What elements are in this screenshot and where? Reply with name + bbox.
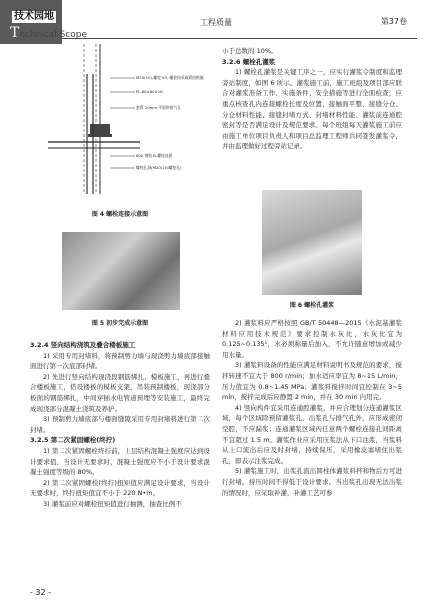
fig4-label-4: 600 钢筋 B-螺栓连接	[136, 153, 173, 158]
paragraph: 2) 灌浆料应严格按照 GB/T 50448—2015《水泥基灌浆材料应用技术规范》要求控制水灰比，水灰比宜为 0.125~0.135¹，水必须称量后加入，不允许随意增加或减少用水量。	[222, 319, 402, 359]
paragraph: 3) 灌浆料设备的性能应满足材料说明书及规范的要求，搅拌转速不宜大于 800 r/min；加水适应率宜为 8~15 L/min，压力值宜为 0.8~1.45 MPa；灌浆料搅拌时间宜控制在 3~5 min，搅拌完成后应静置 2 min，并在 30 min 内用完。	[222, 361, 402, 402]
paragraph: 小于总数的 10%。	[222, 47, 278, 55]
paragraph: 1) 螺栓孔灌浆是关键工序之一，应实行灌浆令制度和监理旁站制度，如图 6 所示。灌浆施工前，施工班组及项目部应联合对灌浆准备工作、实施条件、安全措施等进行全面检查，应重点核查孔内连接螺栓长度及位置、接触面平整、接缝分仓、分仓材料性能、接缝封堵方式、封堵材料性能、灌浆前连通腔密封等是否满足设计及规范要求。每个班组每天灌浆施工前应由施工单位项目负责人和项目总监理工程师共同签发灌浆令，并由监理做好过程旁站记录。	[222, 68, 402, 151]
section-3-2-5-heading: 3.2.5 第二次紧固螺栓(终拧)	[30, 436, 116, 445]
paragraph: 3) 灌浆前应对螺栓扭矩值进行抽测，抽查比例不	[43, 499, 182, 508]
paragraph: 1) 采用专用封堵料，将预制剪力墙与现浇剪力墙底部接触面进行第一次底部封堵。	[30, 351, 210, 371]
section-3-2-6-heading: 3.2.6 螺栓孔灌浆	[222, 57, 276, 66]
right-column-bottom-text	[222, 318, 402, 498]
fig4-label-5: 螺栓孔洞(M20(10)螺栓孔)	[136, 165, 182, 170]
figure-5-caption: 图 5 初步完成示意图	[91, 320, 149, 327]
paragraph: 2) 第二次紧固螺栓(终拧)扭矩值应满足设计要求，当设计无要求时，终拧扭矩值宜不小于 220 N•m。	[30, 478, 210, 498]
section-subtitle: Technical Scope	[10, 25, 87, 41]
page-number: - 32 -	[30, 588, 52, 597]
header-rule	[62, 38, 417, 39]
section-title: 技术园地	[14, 11, 54, 22]
volume-number: 第37卷	[380, 17, 407, 26]
figure-5-photo	[62, 232, 180, 310]
paragraph: 3) 预制剪力墙底部与楼面缝隙采用专用封堵料进行第二次封堵。	[30, 415, 210, 434]
figure-4-caption: 图 4 螺栓连接示意图	[91, 211, 149, 218]
page-header	[0, 0, 427, 44]
journal-name: 工程质量	[200, 18, 232, 27]
paragraph: 5) 灌浆施工时，出浆孔流出圆柱体灌浆料拌和物后方可进行封堵。持压时间不得低于设计要求。当出浆孔出现无法出浆的情况时，应采取补灌，补灌工艺可参	[222, 467, 402, 497]
left-column-text	[30, 340, 210, 510]
paragraph: 2) 先进行竖向结构现浇段钢筋绑扎、模板施工，再进行叠合楼板施工，搭设楼板的模板支架，吊装预制楼板，现浇部分板面的钢筋绑扎，中间穿插水电管道预埋等安装施工，最终完成现浇部分混凝土浇筑及养护。	[30, 372, 210, 413]
section-3-2-4-heading: 3.2.4 竖向结构浇筑及叠合楼板施工	[30, 341, 136, 349]
fig4-label-1: M20(10)-螺栓 K3, 螺栓间采取紧固措施	[136, 75, 204, 80]
paragraph: 4) 竖向构件宜采用连通腔灌浆，并应合理划分连通灌浆区域，每个区域除预留灌浆孔、出浆孔与排气孔外，应形成密闭空腔，不应漏浆；连通灌浆区域内任意两个螺栓连接孔间距离不宜超过 1.5 m。灌浆作业应采用压浆法从下口注浆，当浆料从上口流出后应及时封堵，持续保压，采用橡皮塞堵住出浆孔，即表示注浆完成。	[222, 403, 402, 465]
fig4-label-2: PL-80×80×16	[136, 89, 163, 94]
fig4-label-3: 套管 10mm 平面带排气孔	[136, 105, 182, 110]
figure-4-diagram	[40, 44, 210, 204]
figure-6-caption: 图 6 螺栓孔灌浆	[289, 302, 335, 309]
right-column-top-text	[222, 46, 402, 152]
paragraph: 1) 第二次紧固螺栓终拧前，上层结构混凝土强度应达到设计要求值，当设计无要求时，混凝土强度应不小于设计要求混凝土强度等级的 80%。	[30, 446, 210, 477]
figure-6-photo	[262, 190, 362, 295]
